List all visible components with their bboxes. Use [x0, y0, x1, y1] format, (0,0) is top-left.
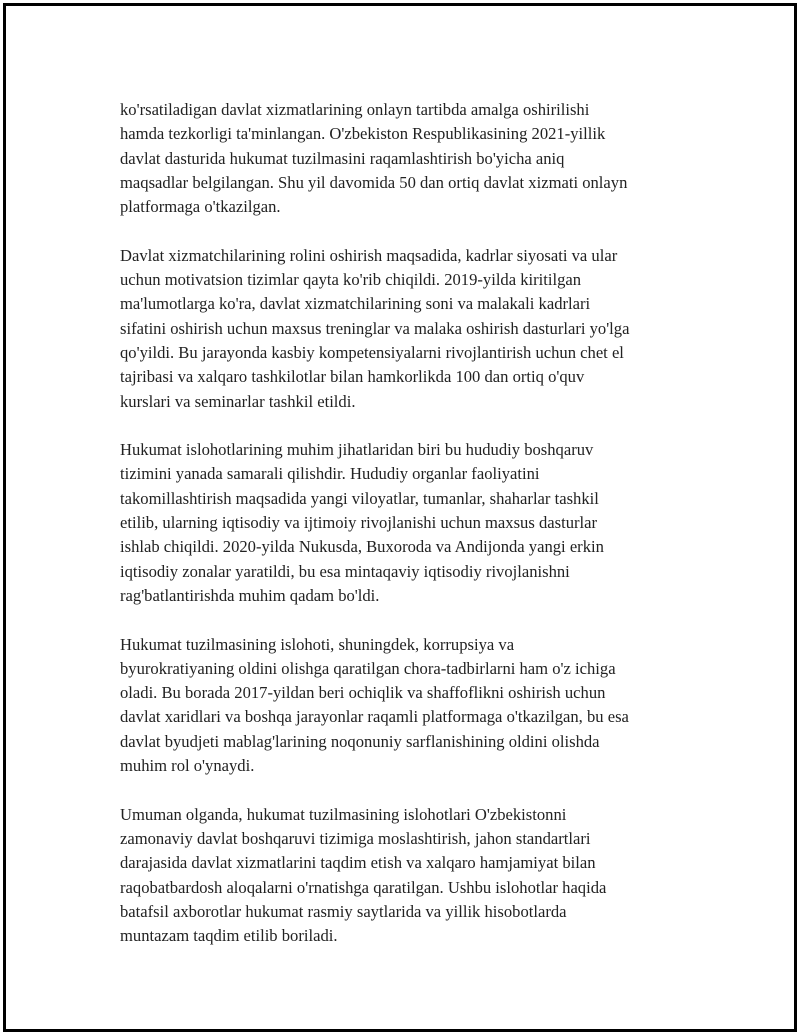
text-line: davlat byudjeti mablag'larining noqonuniy sarflanishining oldini olishda — [120, 731, 600, 751]
text-line: qo'yildi. Bu jarayonda kasbiy kompetensiyalarni rivojlantirish uchun chet el — [120, 342, 624, 362]
text-line: hamda tezkorligi ta'minlangan. O'zbekiston Respublikasining 2021-yillik — [120, 124, 606, 144]
text-line: oladi. Bu borada 2017-yildan beri ochiqlik va shaffoflikni oshirish uchun — [120, 683, 606, 703]
text-line: uchun motivatsion tizimlar qayta ko'rib chiqildi. 2019-yilda kiritilgan — [120, 270, 582, 290]
text-line: maqsadlar belgilangan. Shu yil davomida 50 dan ortiq davlat xizmati onlayn — [120, 172, 628, 192]
text-line: batafsil axborotlar hukumat rasmiy saytlarida va yillik hisobotlarda — [120, 901, 567, 921]
document-page — [3, 3, 797, 1032]
paragraph-3 — [120, 438, 710, 608]
text-line: zamonaviy davlat boshqaruvi tizimiga moslashtirish, jahon standartlari — [120, 828, 591, 848]
text-line: etilib, ularning iqtisodiy va ijtimoiy rivojlanishi uchun maxsus dasturlar — [120, 513, 598, 533]
text-line: Umuman olganda, hukumat tuzilmasining islohotlari O'zbekistonni — [120, 804, 567, 824]
paragraph-5 — [120, 803, 710, 949]
paragraph-1 — [120, 98, 710, 219]
text-line: takomillashtirish maqsadida yangi viloyatlar, tumanlar, shaharlar tashkil — [120, 488, 599, 508]
text-line: byurokratiyaning oldini olishga qaratilgan chora-tadbirlarni ham o'z ichiga — [120, 658, 616, 678]
text-line: davlat xaridlari va boshqa jarayonlar raqamli platformaga o'tkazilgan, bu esa — [120, 707, 629, 727]
text-line: iqtisodiy zonalar yaratildi, bu esa mintaqaviy iqtisodiy rivojlanishni — [120, 561, 570, 581]
text-line: tizimini yanada samarali qilishdir. Hududiy organlar faoliyatini — [120, 464, 540, 484]
paragraph-4 — [120, 633, 710, 779]
text-line: Hukumat tuzilmasining islohoti, shuningdek, korrupsiya va — [120, 634, 515, 654]
text-line: rag'batlantirishda muhim qadam bo'ldi. — [120, 585, 380, 605]
text-line: muhim rol o'ynaydi. — [120, 756, 255, 776]
text-line: tajribasi va xalqaro tashkilotlar bilan hamkorlikda 100 dan ortiq o'quv — [120, 367, 585, 387]
text-line: ma'lumotlarga ko'ra, davlat xizmatchilarining soni va malakali kadrlari — [120, 294, 591, 314]
text-line: Davlat xizmatchilarining rolini oshirish maqsadida, kadrlar siyosati va ular — [120, 245, 618, 265]
paragraph-2 — [120, 244, 710, 414]
text-line: muntazam taqdim etilib boriladi. — [120, 926, 338, 946]
text-line: darajasida davlat xizmatlarini taqdim etish va xalqaro hamjamiyat bilan — [120, 853, 596, 873]
text-line: raqobatbardosh aloqalarni o'rnatishga qaratilgan. Ushbu islohotlar haqida — [120, 877, 607, 897]
text-line: davlat dasturida hukumat tuzilmasini raqamlashtirish bo'yicha aniq — [120, 148, 565, 168]
text-line: ishlab chiqildi. 2020-yilda Nukusda, Buxoroda va Andijonda yangi erkin — [120, 537, 604, 557]
text-line: Hukumat islohotlarining muhim jihatlaridan biri bu hududiy boshqaruv — [120, 440, 594, 460]
text-line: sifatini oshirish uchun maxsus treninglar va malaka oshirish dasturlari yo'lga — [120, 318, 630, 338]
text-line: kurslari va seminarlar tashkil etildi. — [120, 391, 356, 411]
text-line: platformaga o'tkazilgan. — [120, 197, 281, 217]
document-body — [120, 98, 710, 973]
text-line: ko'rsatiladigan davlat xizmatlarining onlayn tartibda amalga oshirilishi — [120, 100, 590, 119]
